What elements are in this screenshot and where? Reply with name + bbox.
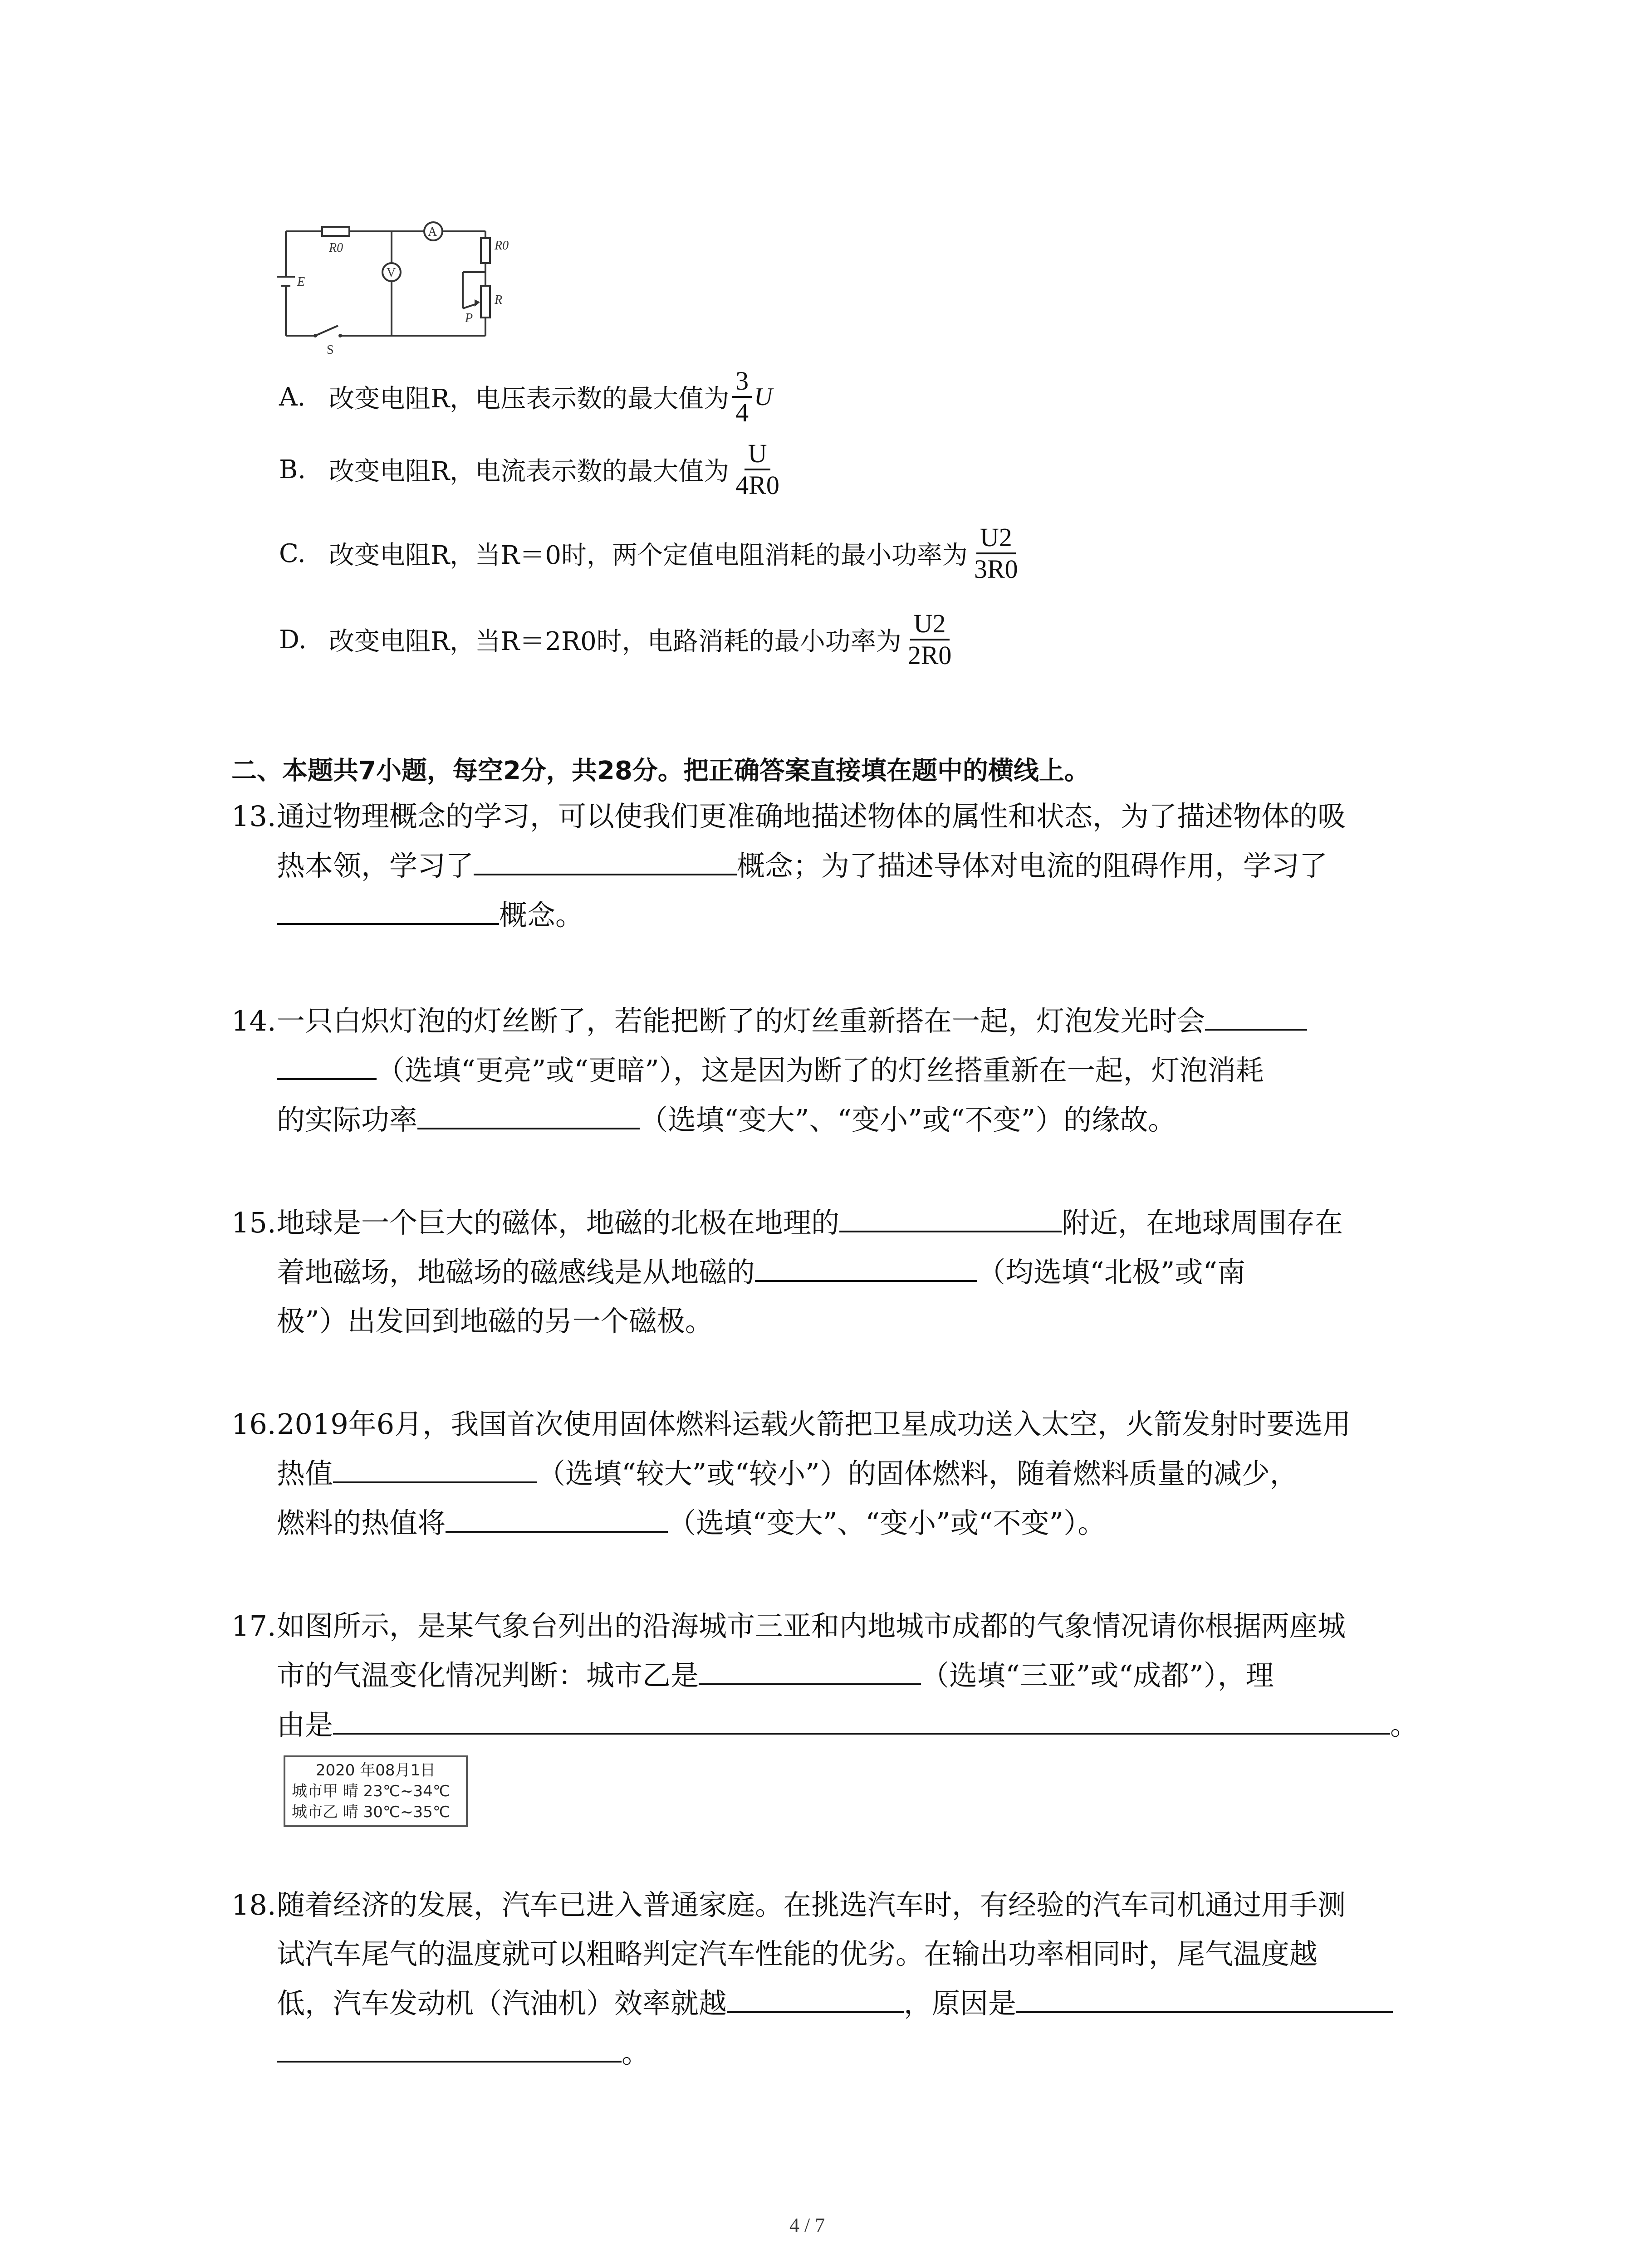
question-text: 热值 [277,1457,333,1490]
question-text: 。 [622,2036,650,2069]
question-text: 地球是一个巨大的磁体，地磁的北极在地理的 [277,1206,840,1239]
question-14 [231,1002,1307,1138]
question-text: ，原因是 [904,1987,1017,2020]
option-label: B. [279,455,306,484]
fraction [732,366,752,428]
question-17 [231,1608,1418,1743]
option-text: 改变电阻R，当R＝2R0时，电路消耗的最小功率为 [329,627,901,656]
fraction-denominator: 3R0 [974,554,1018,584]
question-text: 通过物理概念的学习，可以使我们更准确地描述物体的属性和状态，为了描述物体的吸 [277,800,1346,833]
answer-blank[interactable] [277,1052,377,1080]
question-text: 2019年6月，我国首次使用固体燃料运载火箭把卫星成功送入太空，火箭发射时要选用 [277,1408,1351,1441]
answer-blank[interactable] [1016,1985,1393,2013]
question-text: 。 [1390,1708,1419,1741]
answer-blank[interactable] [417,1101,640,1129]
question-15 [231,1204,1343,1339]
option-c [279,519,1022,587]
question-text: （选填“变大”、“变小”或“不变”）。 [668,1506,1106,1540]
option-text: 改变电阻R，电压表示数的最大值为 [329,384,730,414]
answer-blank[interactable] [839,1204,1062,1232]
label-r0-right: R0 [495,239,509,253]
question-number: 13. [231,800,276,833]
fraction [904,609,955,670]
answer-blank[interactable] [277,897,499,925]
fraction-numerator: U2 [976,523,1016,554]
option-d [279,606,955,674]
label-rheostat-r: R [495,293,503,307]
question-number: 17. [231,1609,276,1642]
weather-date: 2020 年08月1日 [315,1761,436,1779]
fraction [970,523,1022,584]
label-battery-e: E [297,275,305,289]
fraction-denominator: 2R0 [907,640,952,670]
question-number: 15. [231,1206,276,1239]
question-text: 附近，在地球周围存在 [1062,1206,1343,1239]
question-number: 14. [231,1004,276,1037]
question-text: （选填“较大”或“较小”）的固体燃料，随着燃料质量的减少， [537,1457,1298,1490]
answer-blank[interactable] [727,1985,904,2013]
question-text: 试汽车尾气的温度就可以粗略判定汽车性能的优劣。在输出功率相同时，尾气温度越 [277,1937,1318,1970]
fraction [732,439,783,500]
question-text: 随着经济的发展，汽车已进入普通家庭。在挑选汽车时，有经验的汽车司机通过用手测 [277,1888,1346,1921]
label-slider-p: P [465,311,473,325]
answer-blank[interactable] [474,847,737,875]
question-number: 16. [231,1408,276,1441]
option-a [279,363,773,431]
option-b [279,435,783,503]
question-text: 着地磁场，地磁场的磁感线是从地磁的 [277,1256,755,1289]
answer-blank[interactable] [1205,1002,1307,1031]
answer-blank[interactable] [755,1254,977,1282]
page-number: 4 / 7 [789,2214,825,2236]
question-number: 18. [231,1888,276,1921]
fraction-denominator: 4 [735,398,749,427]
answer-blank[interactable] [277,2034,622,2063]
weather-table [284,1755,468,1827]
question-text: 概念；为了描述导体对电流的阻碍作用，学习了 [737,849,1328,882]
answer-blank[interactable] [699,1657,921,1685]
question-text: 由是 [277,1708,333,1741]
fraction-denominator: 4R0 [735,470,779,500]
option-text: 改变电阻R，当R＝0时，两个定值电阻消耗的最小功率为 [329,541,968,570]
question-text: 概念。 [499,899,584,932]
option-label: A. [279,382,306,412]
question-text: 一只白炽灯泡的灯丝断了，若能把断了的灯丝重新搭在一起，灯泡发光时会 [277,1004,1205,1037]
question-text: （均选填“北极”或“南 [977,1256,1246,1289]
question-text: 燃料的热值将 [277,1506,446,1540]
question-text: 如图所示，是某气象台列出的沿海城市三亚和内地城市成都的气象情况请你根据两座城 [277,1609,1346,1642]
question-16 [231,1406,1351,1541]
question-text: （选填“三亚”或“成都”），理 [921,1659,1274,1692]
answer-blank[interactable] [333,1706,1390,1735]
question-text: （选填“变大”、“变小”或“不变”）的缘故。 [640,1103,1176,1136]
weather-row-city-a: 城市甲 晴 23℃~34℃ [292,1782,450,1800]
fraction-numerator: 3 [732,366,752,398]
question-text: （选填“更亮”或“更暗”），这是因为断了的灯丝搭重新在一起，灯泡消耗 [377,1054,1264,1087]
fraction-numerator: U2 [910,609,950,640]
question-18 [231,1887,1393,2071]
option-label: C. [279,538,306,568]
option-label: D. [279,625,307,655]
question-text: 低，汽车发动机（汽油机）效率就越 [277,1987,727,2020]
option-suffix: U [754,383,773,411]
label-r0-top: R0 [329,241,343,255]
voltmeter-symbol: V [387,266,396,280]
question-text: 极”）出发回到地磁的另一个磁极。 [277,1305,713,1338]
weather-row-city-b: 城市乙 晴 30℃~35℃ [292,1803,450,1821]
section-heading: 二、本题共7小题，每空2分，共28分。把正确答案直接填在题中的横线上。 [231,756,1090,786]
circuit-diagram [272,218,526,367]
option-text: 改变电阻R，电流表示数的最大值为 [329,457,730,486]
answer-blank[interactable] [333,1455,537,1483]
question-text: 市的气温变化情况判断：城市乙是 [277,1659,699,1692]
label-switch-s: S [327,343,334,357]
answer-blank[interactable] [446,1505,668,1533]
question-text: 热本领，学习了 [277,849,474,882]
question-text: 的实际功率 [277,1103,418,1136]
fraction-numerator: U [745,439,771,470]
question-13 [231,798,1346,934]
ammeter-symbol: A [428,225,437,239]
